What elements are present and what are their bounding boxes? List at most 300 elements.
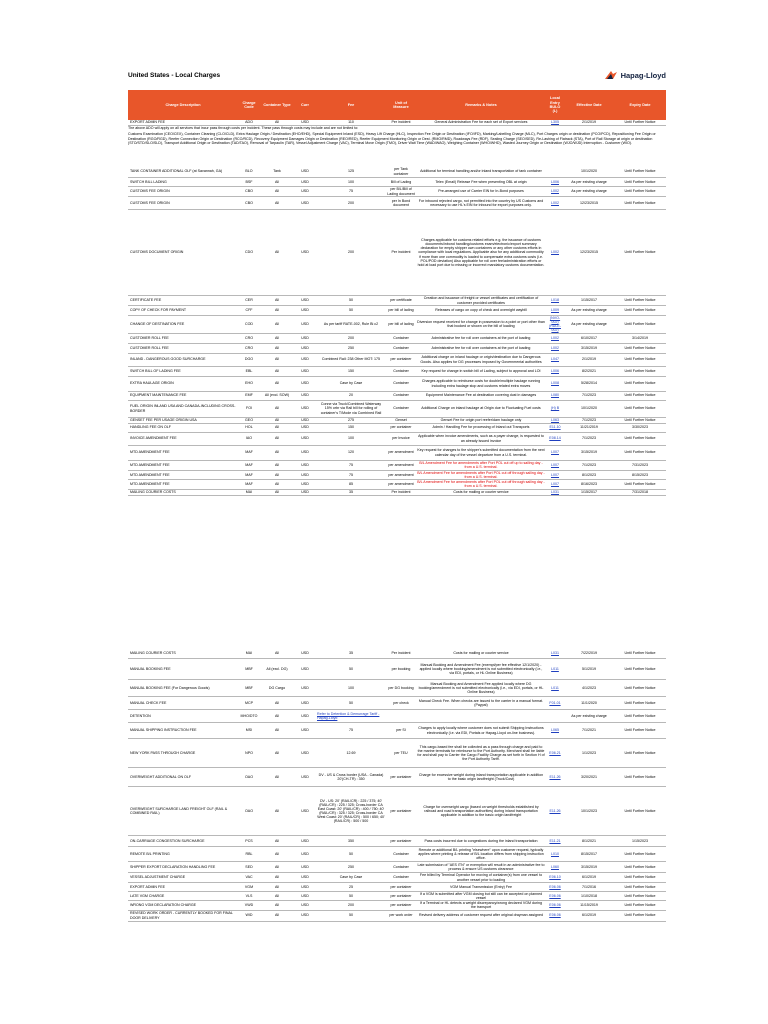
- cell-charge-code: MSI: [238, 723, 260, 739]
- cell-currency: USD: [294, 316, 316, 334]
- cell-charge-description: CUSTOMER ROLL FEE: [128, 343, 238, 353]
- cell-remarks-notes: Manual Booking and Amendment Fee applied locally where DG booking/amendment is not submitted electronically (i.e., via EDI, portals, or HL Online Business): [416, 680, 546, 697]
- cell-remarks-notes: Charges applicable for customs related efforts e.g. the issuance of customs documents/inbond handling/customs exam/electronic/export summary declaration for empty shipper own containers or any other customs efforts in compliance with local regulations. Applicable also for any additional commodity if more than one commodity is loaded to compensate extra customs costs (i.e. POL/POD deviation) Also applicable for roll over fee/administration efforts or hold at load port due to missing or incorrect mandatory customs documentation.: [416, 210, 546, 296]
- cell-effective-date: 7/1/2023: [564, 391, 614, 400]
- brand-name: Hapag-Lloyd: [620, 70, 666, 80]
- cell-fee: Case by Case: [316, 873, 386, 883]
- cell-currency: USD: [294, 366, 316, 376]
- cell-fee: 100: [316, 178, 386, 187]
- cell-effective-date: 11/21/2019: [564, 423, 614, 432]
- cell-local-entry-ref[interactable]: L018: [546, 296, 564, 306]
- table-row: [128, 697, 666, 710]
- cell-effective-date: 3/15/2019: [564, 862, 614, 873]
- cell-fee: 50: [316, 892, 386, 901]
- cell-effective-date: 6/1/2019: [564, 873, 614, 883]
- cell-local-entry-ref[interactable]: E11.10: [546, 423, 564, 432]
- cell-currency: USD: [294, 710, 316, 723]
- cell-charge-code: MAF: [238, 445, 260, 460]
- cell-charge-description: ON-CARRIAGE CONGESTION SURCHARGE: [128, 836, 238, 847]
- table-row: [128, 316, 666, 334]
- cell-currency: USD: [294, 847, 316, 862]
- cell-container-type: All: [260, 847, 294, 862]
- hapag-lloyd-logo-icon: [604, 70, 618, 80]
- table-row: [128, 883, 666, 892]
- cell-currency: USD: [294, 417, 316, 423]
- cell-container-type: All: [260, 901, 294, 910]
- cell-charge-code: BLO: [238, 166, 260, 178]
- cell-effective-date: 7/1/2023: [564, 432, 614, 445]
- table-row: [128, 873, 666, 883]
- cell-charge-description: VESSEL ADJUSTMENT CHARGE: [128, 873, 238, 883]
- cell-fee: 200: [316, 333, 386, 343]
- cell-container-type: All: [260, 296, 294, 306]
- cell-currency: USD: [294, 892, 316, 901]
- cell-local-entry-ref[interactable]: [546, 166, 564, 178]
- table-cell: Until Further Notice: [614, 120, 666, 126]
- cell-effective-date: As per existing charge: [564, 178, 614, 187]
- cell-charge-description: HANDLING FEE ON OLF: [128, 423, 238, 432]
- cell-remarks-notes: Releases of cargo on copy of check and overnight waybill: [416, 306, 546, 316]
- cell-effective-date: 10/1/2020: [564, 166, 614, 178]
- cell-local-entry-ref[interactable]: L047: [546, 353, 564, 366]
- brand-logo: [604, 70, 666, 80]
- cell-container-type: All: [260, 187, 294, 197]
- cell-charge-code: WID: [238, 910, 260, 921]
- document-page-2: [0, 624, 768, 1024]
- cell-fee: Case by Case: [316, 376, 386, 391]
- cell-effective-date: 12/23/2015: [564, 197, 614, 210]
- cell-unit-of-measure: Bill of Lading: [386, 178, 416, 187]
- cell-charge-code: PCS: [238, 836, 260, 847]
- cell-effective-date: 4/1/2023: [564, 680, 614, 697]
- cell-currency: USD: [294, 376, 316, 391]
- cell-container-type: All: [260, 768, 294, 787]
- cell-charge-code: OAO: [238, 787, 260, 836]
- cell-local-entry-ref[interactable]: L080: [546, 391, 564, 400]
- cell-local-entry-ref[interactable]: L009: [546, 306, 564, 316]
- cell-local-entry-ref[interactable]: L002: [546, 210, 564, 296]
- cell-charge-description: MAILING COURIER COSTS: [128, 649, 238, 659]
- cell-effective-date: As per existing charge: [564, 306, 614, 316]
- cell-currency: USD: [294, 296, 316, 306]
- cell-unit-of-measure: per bill of lading: [386, 316, 416, 334]
- cell-remarks-notes: Manual Booking and Amendment Fee (exempt/per fee effective 12/1/2020) - applied locally where booking/amendment is not submitted electronically (i.e., via EDI, portals, or HL Online Business): [416, 659, 546, 680]
- cell-expiry-date: 3/30/2023: [614, 423, 666, 432]
- cell-container-type: All: [260, 710, 294, 723]
- cell-expiry-date: Until Further Notice: [614, 391, 666, 400]
- cell-effective-date: 12/23/2015: [564, 210, 614, 296]
- cell-remarks-notes: B/L Amendment Fee for amendments after Port POL cut off up to sailing day - from a U.S. terminal.: [416, 460, 546, 470]
- cell-effective-date: As per existing charge: [564, 710, 614, 723]
- cell-remarks-notes: Late submission of "AES ITN" or exemption will result in an administrative fee to process & ensure US customs clearance: [417, 862, 545, 871]
- cell-charge-description: MTD AMENDMENT FEE: [128, 460, 238, 470]
- cell-remarks-notes: Admin / Handling Fee for processing of Inland out Transports: [416, 423, 546, 432]
- cell-unit-of-measure: per DG booking: [386, 680, 416, 697]
- cell-fee: 35: [316, 649, 386, 659]
- cell-local-entry-ref[interactable]: L006: [546, 366, 564, 376]
- cell-container-type: All: [260, 343, 294, 353]
- cell-container-type: All: [260, 366, 294, 376]
- table-row: [128, 836, 666, 847]
- cell-expiry-date: Until Further Notice: [614, 697, 666, 710]
- cell-expiry-date: Until Further Notice: [614, 892, 666, 901]
- cell-charge-description: INVOICE AMENDMENT FEE: [128, 432, 238, 445]
- cell-local-entry-ref[interactable]: E06.21: [546, 739, 564, 768]
- cell-charge-description: EXPORT ADMIN FEE: [128, 883, 238, 892]
- cell-remarks-notes: Diversion request received for change in possession to a point or port other than that booked or shown on the bill of loading: [416, 316, 546, 334]
- cell-expiry-date: Until Further Notice: [614, 680, 666, 697]
- table-row: [128, 723, 666, 739]
- table-row: [128, 710, 666, 723]
- cell-unit-of-measure: Container: [386, 333, 416, 343]
- cell-local-entry-ref[interactable]: E06.10: [546, 873, 564, 883]
- cell-charge-description: GENSET FEE PER USAGE ORIGIN USA: [128, 417, 238, 423]
- cell-local-entry-ref[interactable]: E11.21: [546, 836, 564, 847]
- cell-fee: 20: [316, 391, 386, 400]
- cell-currency: USD: [294, 178, 316, 187]
- cell-charge-code: MAF: [238, 460, 260, 470]
- cell-unit-of-measure: Container: [386, 862, 416, 873]
- cell-expiry-date: Until Further Notice: [614, 178, 666, 187]
- charges-table-page-1: [128, 90, 666, 126]
- cell-local-entry-ref[interactable]: L010: [546, 847, 564, 862]
- cell-fee: Combined Rail: 238 Other MOT: 175: [316, 353, 386, 366]
- table-row: [128, 178, 666, 187]
- cell-remarks-notes: Additional Charge on inland haulage at Origin due to Fluctuating Fuel costs: [416, 400, 546, 417]
- cell-charge-description: COPY OF CHECK FOR PAYMENT: [128, 306, 238, 316]
- cell-fee: 150: [316, 423, 386, 432]
- cell-expiry-date: Until Further Notice: [614, 366, 666, 376]
- cell-charge-description: SHIPPER EXPORT DECLARATION HANDLING FEE: [128, 862, 238, 873]
- cell-unit-of-measure: Container: [386, 847, 416, 862]
- cell-expiry-date: Until Further Notice: [614, 343, 666, 353]
- cell-expiry-date: Until Further Notice: [614, 187, 666, 197]
- column-header: Remarks & Notes: [465, 102, 497, 107]
- cell-fee: 75: [316, 470, 386, 479]
- cell-remarks-notes: Costs for mailing or courier service: [416, 489, 546, 495]
- cell-remarks-notes: Equipment Maintenance Fee at destination covering dust in damages: [416, 391, 546, 400]
- cell-local-entry-ref[interactable]: L031: [546, 489, 564, 495]
- cell-effective-date: 1/15/2017: [564, 296, 614, 306]
- column-header: Effective Date: [576, 102, 602, 107]
- cell-remarks-notes: Pass costs incurred due to congestions during the inland transportation: [416, 836, 546, 847]
- cell-charge-code: EBL: [238, 366, 260, 376]
- cell-container-type: All: [260, 316, 294, 334]
- table-row: [128, 366, 666, 376]
- cell-local-entry-ref[interactable]: L011: [546, 680, 564, 697]
- cell-local-entry-ref[interactable]: L007: [546, 479, 564, 489]
- cell-remarks-notes: B/L Amendment Fee for amendments after Port POL cut off through sailing day - from a U.S. terminal.: [417, 470, 545, 479]
- table-row: [128, 470, 666, 479]
- cell-unit-of-measure: per container: [386, 892, 416, 901]
- cell-container-type: All: [260, 910, 294, 921]
- cell-expiry-date: Until Further Notice: [614, 296, 666, 306]
- cell-currency: USD: [294, 197, 316, 210]
- cell-currency: USD: [294, 862, 316, 873]
- cell-charge-description: FUEL ORIGIN INLAND USA AND CANADA-INCLUDING CROSS-BORDER: [128, 400, 238, 417]
- cell-currency: USD: [294, 836, 316, 847]
- cell-expiry-date: Until Further Notice: [614, 400, 666, 417]
- cell-currency: USD: [294, 432, 316, 445]
- column-header: Charge Code: [242, 100, 256, 109]
- cell-container-type: All: [260, 862, 294, 873]
- table-header-row: [128, 90, 666, 120]
- cell-local-entry-ref[interactable]: L007: [546, 460, 564, 470]
- cell-effective-date: 5/1/2019: [564, 659, 614, 680]
- cell-container-type: All: [260, 892, 294, 901]
- cell-fee: 75: [316, 723, 386, 739]
- cell-currency: USD: [294, 470, 316, 479]
- table-row: [128, 739, 666, 768]
- cell-charge-description: CUSTOMS FEE ORIGIN: [128, 187, 238, 197]
- cell-unit-of-measure: per SI: [386, 723, 416, 739]
- cell-effective-date: 1/10/2018: [564, 892, 614, 901]
- table-cell: All: [260, 120, 294, 126]
- cell-fee: 50: [316, 847, 386, 862]
- cell-charge-code: BSF: [238, 178, 260, 187]
- cell-currency: USD: [294, 680, 316, 697]
- cell-fee: 200: [316, 901, 386, 910]
- cell-local-entry-ref[interactable]: L031: [546, 649, 564, 659]
- cell-charge-code: CFF: [238, 306, 260, 316]
- cell-local-entry-ref[interactable]: F01.01: [546, 697, 564, 710]
- table-row: [128, 376, 666, 391]
- cell-expiry-date: Until Further Notice: [614, 479, 666, 489]
- cell-remarks-notes: Charge for overweight cargo (based on weight thresholds established by railroad and road transportation authorities) during inland transportation applicable in addition to the basic origin landfreight: [416, 787, 546, 836]
- cell-currency: USD: [294, 768, 316, 787]
- cell-fee: 25: [316, 883, 386, 892]
- cell-local-entry-ref[interactable]: L011: [546, 659, 564, 680]
- cell-expiry-date: Until Further Notice: [614, 166, 666, 178]
- cell-unit-of-measure: Container: [386, 343, 416, 353]
- cell-local-entry-ref[interactable]: L065: [546, 723, 564, 739]
- cell-local-entry-ref[interactable]: E06.06: [546, 910, 564, 921]
- cell-remarks-notes: Creation and issuance of freight or vessel certificates and certification of customer provided certificates: [416, 296, 546, 306]
- column-header: Curr: [300, 102, 310, 107]
- cell-fee: 50: [316, 296, 386, 306]
- cell-unit-of-measure: per bill of lading: [386, 306, 416, 316]
- cell-fee: 200: [316, 197, 386, 210]
- cell-local-entry-ref[interactable]: E06.06: [546, 883, 564, 892]
- cell-expiry-date: Until Further Notice: [614, 768, 666, 787]
- cell-charge-code: MAF: [238, 470, 260, 479]
- cell-unit-of-measure: per container: [386, 901, 416, 910]
- cell-currency: USD: [294, 910, 316, 921]
- cell-local-entry-ref[interactable]: L002: [546, 333, 564, 343]
- cell-local-entry-ref[interactable]: E11.26: [546, 787, 564, 836]
- cell-fee: Conne via Truck/Combined Waterway 15% orbr via Rail bill for rolling of container's T/Mode via Combined Rail: [316, 400, 386, 417]
- cell-charge-description: CERTIFICATE FEE: [128, 296, 238, 306]
- cell-charge-description: SWITCH BILL LADING: [128, 178, 238, 187]
- cell-expiry-date: 7/31/2023: [614, 460, 666, 470]
- cell-charge-code: IAO: [238, 432, 260, 445]
- cell-container-type: All: [260, 400, 294, 417]
- cell-local-entry-ref[interactable]: L002: [546, 343, 564, 353]
- cell-remarks-notes: [416, 710, 546, 723]
- cell-charge-description: MANUAL BOOKING FEE: [128, 659, 238, 680]
- cell-remarks-notes: Charges to apply locally where customer does not submit Shipping Instructions electronically (i.e. via EDI, Portals or Hapag-Lloyd on-line business).: [416, 723, 546, 739]
- cell-effective-date: 8/1/2023: [564, 470, 614, 479]
- cell-container-type: All: [260, 376, 294, 391]
- cell-charge-description: CUSTOMS FEE ORIGIN: [128, 197, 238, 210]
- cell-currency: USD: [294, 460, 316, 470]
- cell-unit-of-measure: per booking: [386, 659, 416, 680]
- cell-charge-code: HOL: [238, 423, 260, 432]
- cell-charge-code: CRO: [238, 343, 260, 353]
- table-cell: EXPORT ADMIN FEE: [128, 120, 238, 126]
- cell-fee: 120: [316, 445, 386, 460]
- cell-remarks-notes: Additional for terminal handling and/or inland transportation of tank container: [416, 166, 546, 178]
- cell-currency: USD: [294, 166, 316, 178]
- cell-effective-date: 10/1/2020: [564, 400, 614, 417]
- cell-local-entry-ref[interactable]: E08.14: [546, 432, 564, 445]
- cell-local-entry-ref[interactable]: (H) B: [546, 400, 564, 417]
- cell-local-entry-ref[interactable]: [546, 710, 564, 723]
- cell-local-entry-ref[interactable]: L007: [546, 445, 564, 460]
- cell-expiry-date: Until Further Notice: [614, 306, 666, 316]
- cell-charge-code: CBO: [238, 187, 260, 197]
- cell-container-type: All: [260, 787, 294, 836]
- cell-currency: USD: [294, 787, 316, 836]
- cell-effective-date: 7/22/2019: [564, 649, 614, 659]
- cell-effective-date: 10/1/2023: [564, 787, 614, 836]
- cell-effective-date: As per existing charge: [564, 187, 614, 197]
- cell-unit-of-measure: per container: [386, 423, 416, 432]
- cell-container-type: All: [260, 333, 294, 343]
- cell-local-entry-ref[interactable]: (NVO-002) (RULE-002): [546, 316, 564, 334]
- cell-remarks-notes: Telex (Email) Release Fee when presenting OBL at origin: [416, 178, 546, 187]
- cell-effective-date: 2/1/2019: [564, 353, 614, 366]
- cell-fee: 12.69: [316, 739, 386, 768]
- cell-local-entry-ref[interactable]: L002: [546, 197, 564, 210]
- cell-fee: 275: [316, 417, 386, 423]
- cell-unit-of-measure: per check: [386, 697, 416, 710]
- cell-container-type: All: [260, 306, 294, 316]
- cell-local-entry-ref[interactable]: E06.06: [546, 892, 564, 901]
- cell-fee: 50: [316, 910, 386, 921]
- cell-effective-date: 1/1/2023: [564, 739, 614, 768]
- cell-charge-description: MTD AMENDMENT FEE: [128, 445, 238, 460]
- cell-currency: USD: [294, 343, 316, 353]
- cell-effective-date: 1/15/2017: [564, 489, 614, 495]
- cell-remarks-notes: Revised delivery address of customer request after original drayman assigned: [416, 910, 546, 921]
- cell-charge-code: MCP: [238, 697, 260, 710]
- cell-currency: USD: [294, 489, 316, 495]
- cell-remarks-notes: B/L Amendment Fee for amendments after Port POL cut off through sailing day - from a U.S. terminal.: [417, 480, 545, 489]
- cell-remarks-notes: Manual Check Fee. When checks are issued to the carrier in a manual format. (Paypal): [416, 697, 546, 710]
- cell-expiry-date: Until Further Notice: [614, 316, 666, 334]
- cell-fee[interactable]: Refer to Detention & Demurrage Tariff - Hapag-Lloyd: [316, 710, 386, 723]
- table-row: [128, 306, 666, 316]
- cell-effective-date: 7/1/2016: [564, 883, 614, 892]
- cell-charge-code: EHO: [238, 376, 260, 391]
- cell-fee: 250: [316, 862, 386, 873]
- cell-remarks-notes: Charges applicable to reimburse costs for double/multiple haulage running including extra haulage stop and customs related extra moves: [416, 376, 546, 391]
- cell-unit-of-measure: per B/L/Bill of Lading document: [387, 187, 415, 196]
- cell-currency: USD: [294, 873, 316, 883]
- cell-effective-date: 7/1/2021: [564, 723, 614, 739]
- cell-currency: USD: [294, 210, 316, 296]
- table-row: [128, 862, 666, 873]
- cell-effective-date: 3/15/2019: [564, 343, 614, 353]
- cell-effective-date: 11/1/2020: [564, 697, 614, 710]
- cell-unit-of-measure: per container: [386, 883, 416, 892]
- cell-currency: USD: [294, 445, 316, 460]
- cell-expiry-date: Until Further Notice: [614, 883, 666, 892]
- table-row: [128, 847, 666, 862]
- cell-charge-code: OAO: [238, 768, 260, 787]
- cell-charge-description: MTD AMENDMENT FEE: [128, 479, 238, 489]
- cell-unit-of-measure: Container: [386, 366, 416, 376]
- cell-expiry-date: Until Further Notice: [614, 417, 666, 423]
- cell-charge-code: FOI: [238, 400, 260, 417]
- column-header: Expiry Date: [629, 102, 651, 107]
- cell-effective-date: 8/2/2021: [564, 366, 614, 376]
- cell-charge-description: INLAND - DANGEROUS GOOD SURCHARGE: [128, 353, 238, 366]
- cell-container-type: All: [260, 723, 294, 739]
- cell-remarks-notes: For inbound rejected cargo, not permitted into the country by US Customs and necessary to use HL's EIN for inbound for export purposes only.: [416, 197, 546, 210]
- cell-expiry-date: 1/15/2023: [614, 836, 666, 847]
- cell-local-entry-ref[interactable]: L002: [546, 187, 564, 197]
- cell-charge-description: REVISED WORK ORDER - CURRENTLY BOOKED FOR FINAL DOOR DELIVERY: [128, 910, 238, 921]
- table-row: [128, 892, 666, 901]
- cell-charge-code: MAF: [238, 479, 260, 489]
- cell-local-entry-ref[interactable]: L008: [546, 376, 564, 391]
- cell-fee: 150: [316, 366, 386, 376]
- cell-charge-description: SWITCH BILL OF LADING FEE: [128, 366, 238, 376]
- table-row: [128, 479, 666, 489]
- cell-remarks-notes: Key request for changes to the shipper's submitted documentation from the next calendar day of the vessel departure from a U.S. terminal.: [416, 445, 546, 460]
- cell-remarks-notes: Key request for change in switch bill of Lading, subject to approval and LOI: [416, 366, 546, 376]
- table-cell: USD: [294, 120, 316, 126]
- table-row: [128, 353, 666, 366]
- charges-table-page-1-body: [128, 166, 666, 496]
- cell-charge-code: NPO: [238, 739, 260, 768]
- cell-effective-date: 6/10/2017: [564, 333, 614, 343]
- cell-unit-of-measure: per container: [386, 353, 416, 366]
- cell-local-entry-ref[interactable]: L063: [546, 417, 564, 423]
- table-row: [128, 649, 666, 659]
- cell-local-entry-ref[interactable]: E06.06: [546, 901, 564, 910]
- cell-unit-of-measure: Container: [386, 400, 416, 417]
- cell-charge-description: MTD AMENDMENT FEE: [128, 470, 238, 479]
- cell-unit-of-measure: per amendment: [386, 445, 416, 460]
- cell-expiry-date: Until Further Notice: [614, 353, 666, 366]
- cell-currency: USD: [294, 739, 316, 768]
- table-cell[interactable]: L305: [546, 120, 564, 126]
- cell-effective-date: 3/15/2019: [564, 445, 614, 460]
- cell-local-entry-ref[interactable]: E11.26: [546, 768, 564, 787]
- cell-local-entry-ref[interactable]: L006: [546, 178, 564, 187]
- cell-charge-description: OVERWEIGHT ADDITIONAL ON OLF: [128, 768, 238, 787]
- cell-expiry-date: Until Further Notice: [614, 710, 666, 723]
- table-cell: General Administration Fee for each set of Export services: [416, 120, 546, 126]
- cell-fee: As per tariff RATE-002, Rule Bi c2: [316, 316, 386, 334]
- cell-remarks-notes: Administrative fee for roll over containers at the port of loading: [416, 343, 546, 353]
- cell-charge-code: SED: [238, 862, 260, 873]
- column-header: Local Entry BULO (L): [549, 96, 561, 114]
- cell-container-type: All: [260, 460, 294, 470]
- cell-local-entry-ref[interactable]: L060: [546, 862, 564, 873]
- cell-expiry-date: Until Further Notice: [614, 910, 666, 921]
- cell-local-entry-ref[interactable]: L007: [546, 470, 564, 479]
- cell-charge-description: EQUIPMENT MAINTENANCE FEE: [128, 391, 238, 400]
- cell-charge-code: MHO/DTO: [238, 710, 260, 723]
- cell-fee: 250: [316, 343, 386, 353]
- cell-currency: USD: [294, 697, 316, 710]
- cell-expiry-date: 8/15/2023: [614, 470, 666, 479]
- cell-charge-code: VAC: [238, 873, 260, 883]
